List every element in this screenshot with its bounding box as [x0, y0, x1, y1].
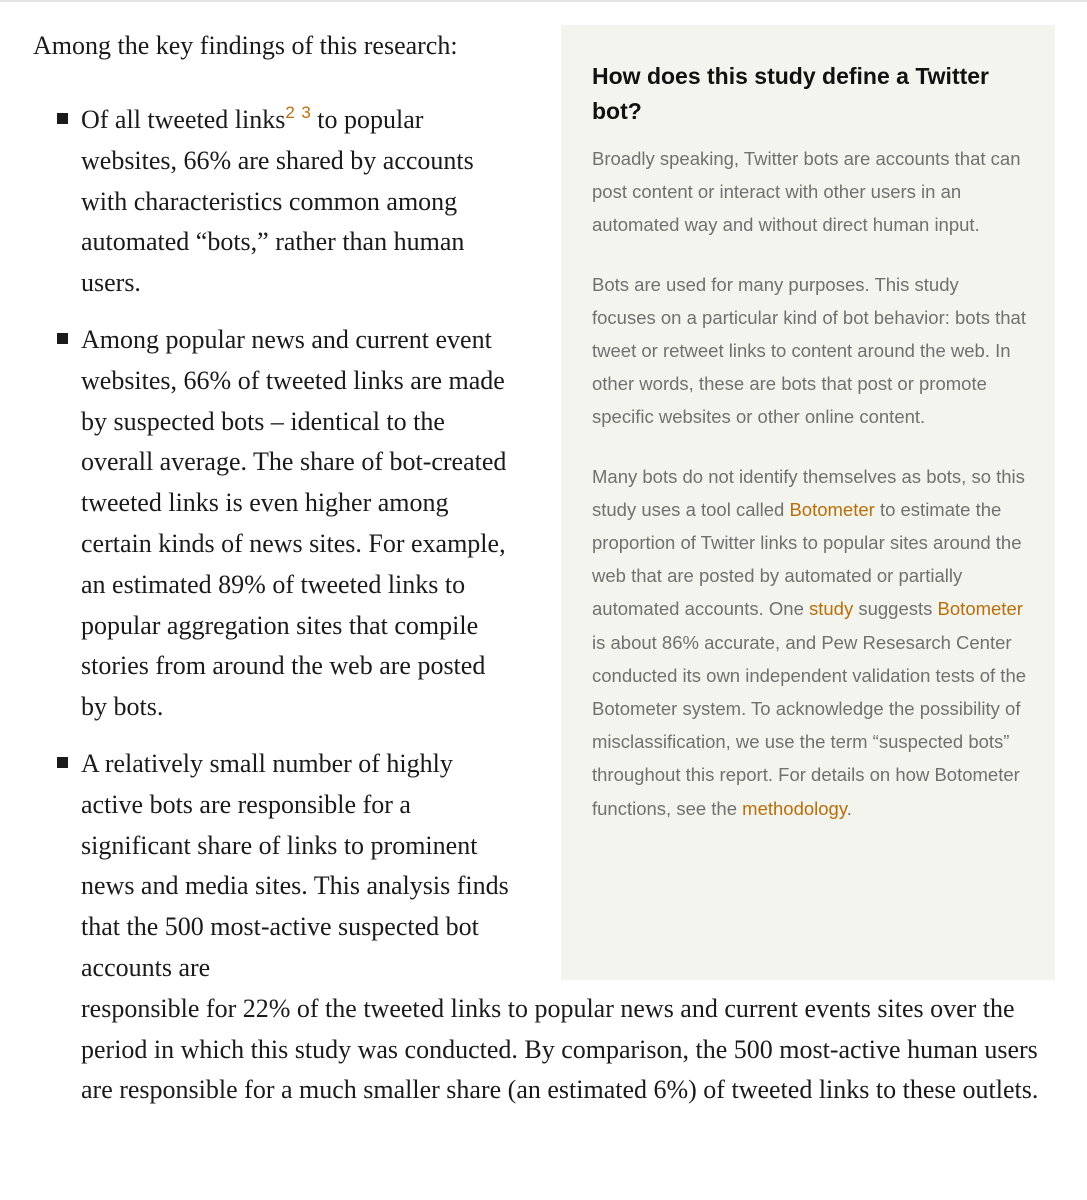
sidebar-paragraph-2: Bots are used for many purposes. This study focuses on a particular kind of bot behavior: bots that tweet or retweet links to content around the web. In other words, these are bots that post or promote specific websites or other online content.: [592, 273, 1026, 428]
findings-list: [0, 100, 1087, 1127]
list-item: [0, 320, 1087, 728]
footnote-link[interactable]: 3: [301, 103, 311, 122]
finding-text: Among popular news and current event websites, 66% of tweeted links are made by suspected bots – identical to the overall average. The share of bot-created tweeted links is even higher among certain kinds of news sites. For example, an estimated 89% of tweeted links to popular aggregation sites that compile stories from around the web are posted by bots.: [81, 324, 507, 722]
botometer-link[interactable]: Botometer: [789, 498, 875, 520]
finding-text-continued: responsible for 22% of the tweeted links to popular news and current events sites over the period in which this study was conducted. By comparison, the 500 most-active human users are responsible for a much smaller share (an estimated 6%) of tweeted links to these outlets.: [81, 993, 1039, 1105]
methodology-link[interactable]: methodology: [742, 797, 847, 819]
sidebar-text: is about 86% accurate, and Pew Resesarch Center conducted its own independent validation tests of the Botometer system. To acknowledge the possibility of misclassification, we use the term “suspected bots” throughout this report. For details on how Botometer functions, see the: [592, 631, 1027, 819]
sidebar-text: Many bots do not identify themselves as bots, so this study uses a tool called: [592, 465, 1025, 520]
sidebar-title: How does this study define a Twitter bot?: [592, 63, 990, 124]
study-link[interactable]: study: [809, 598, 854, 620]
intro-text: Among the key findings of this research:: [33, 31, 458, 60]
top-divider: [0, 0, 1087, 2]
sidebar-paragraph-1: Broadly speaking, Twitter bots are accounts that can post content or interact with other users in an automated way and without direct human input.: [592, 148, 1021, 236]
sidebar-text: .: [846, 797, 852, 819]
square-bullet-icon: [57, 113, 68, 124]
finding-text-part: Of all tweeted links: [81, 105, 286, 134]
botometer-link[interactable]: Botometer: [937, 598, 1023, 620]
square-bullet-icon: [57, 757, 68, 768]
sidebar-text: suggests: [853, 598, 938, 620]
finding-text: A relatively small number of highly active bots are responsible for a significant share of links to prominent news and media sites. This analysis finds that the 500 most-active suspected bot accounts are: [81, 748, 509, 982]
list-item: [0, 744, 1087, 1111]
finding-text-part: to popular websites, 66% are shared by accounts with characteristics common among automated “bots,” rather than human users.: [81, 105, 474, 298]
footnote-link[interactable]: 2: [285, 103, 295, 122]
square-bullet-icon: [57, 333, 68, 344]
finding-text: [81, 100, 513, 304]
list-item: [0, 100, 1087, 304]
sidebar-text: to estimate the proportion of Twitter links to popular sites around the web that are posted by automated or partially automated accounts. One: [592, 498, 1022, 620]
